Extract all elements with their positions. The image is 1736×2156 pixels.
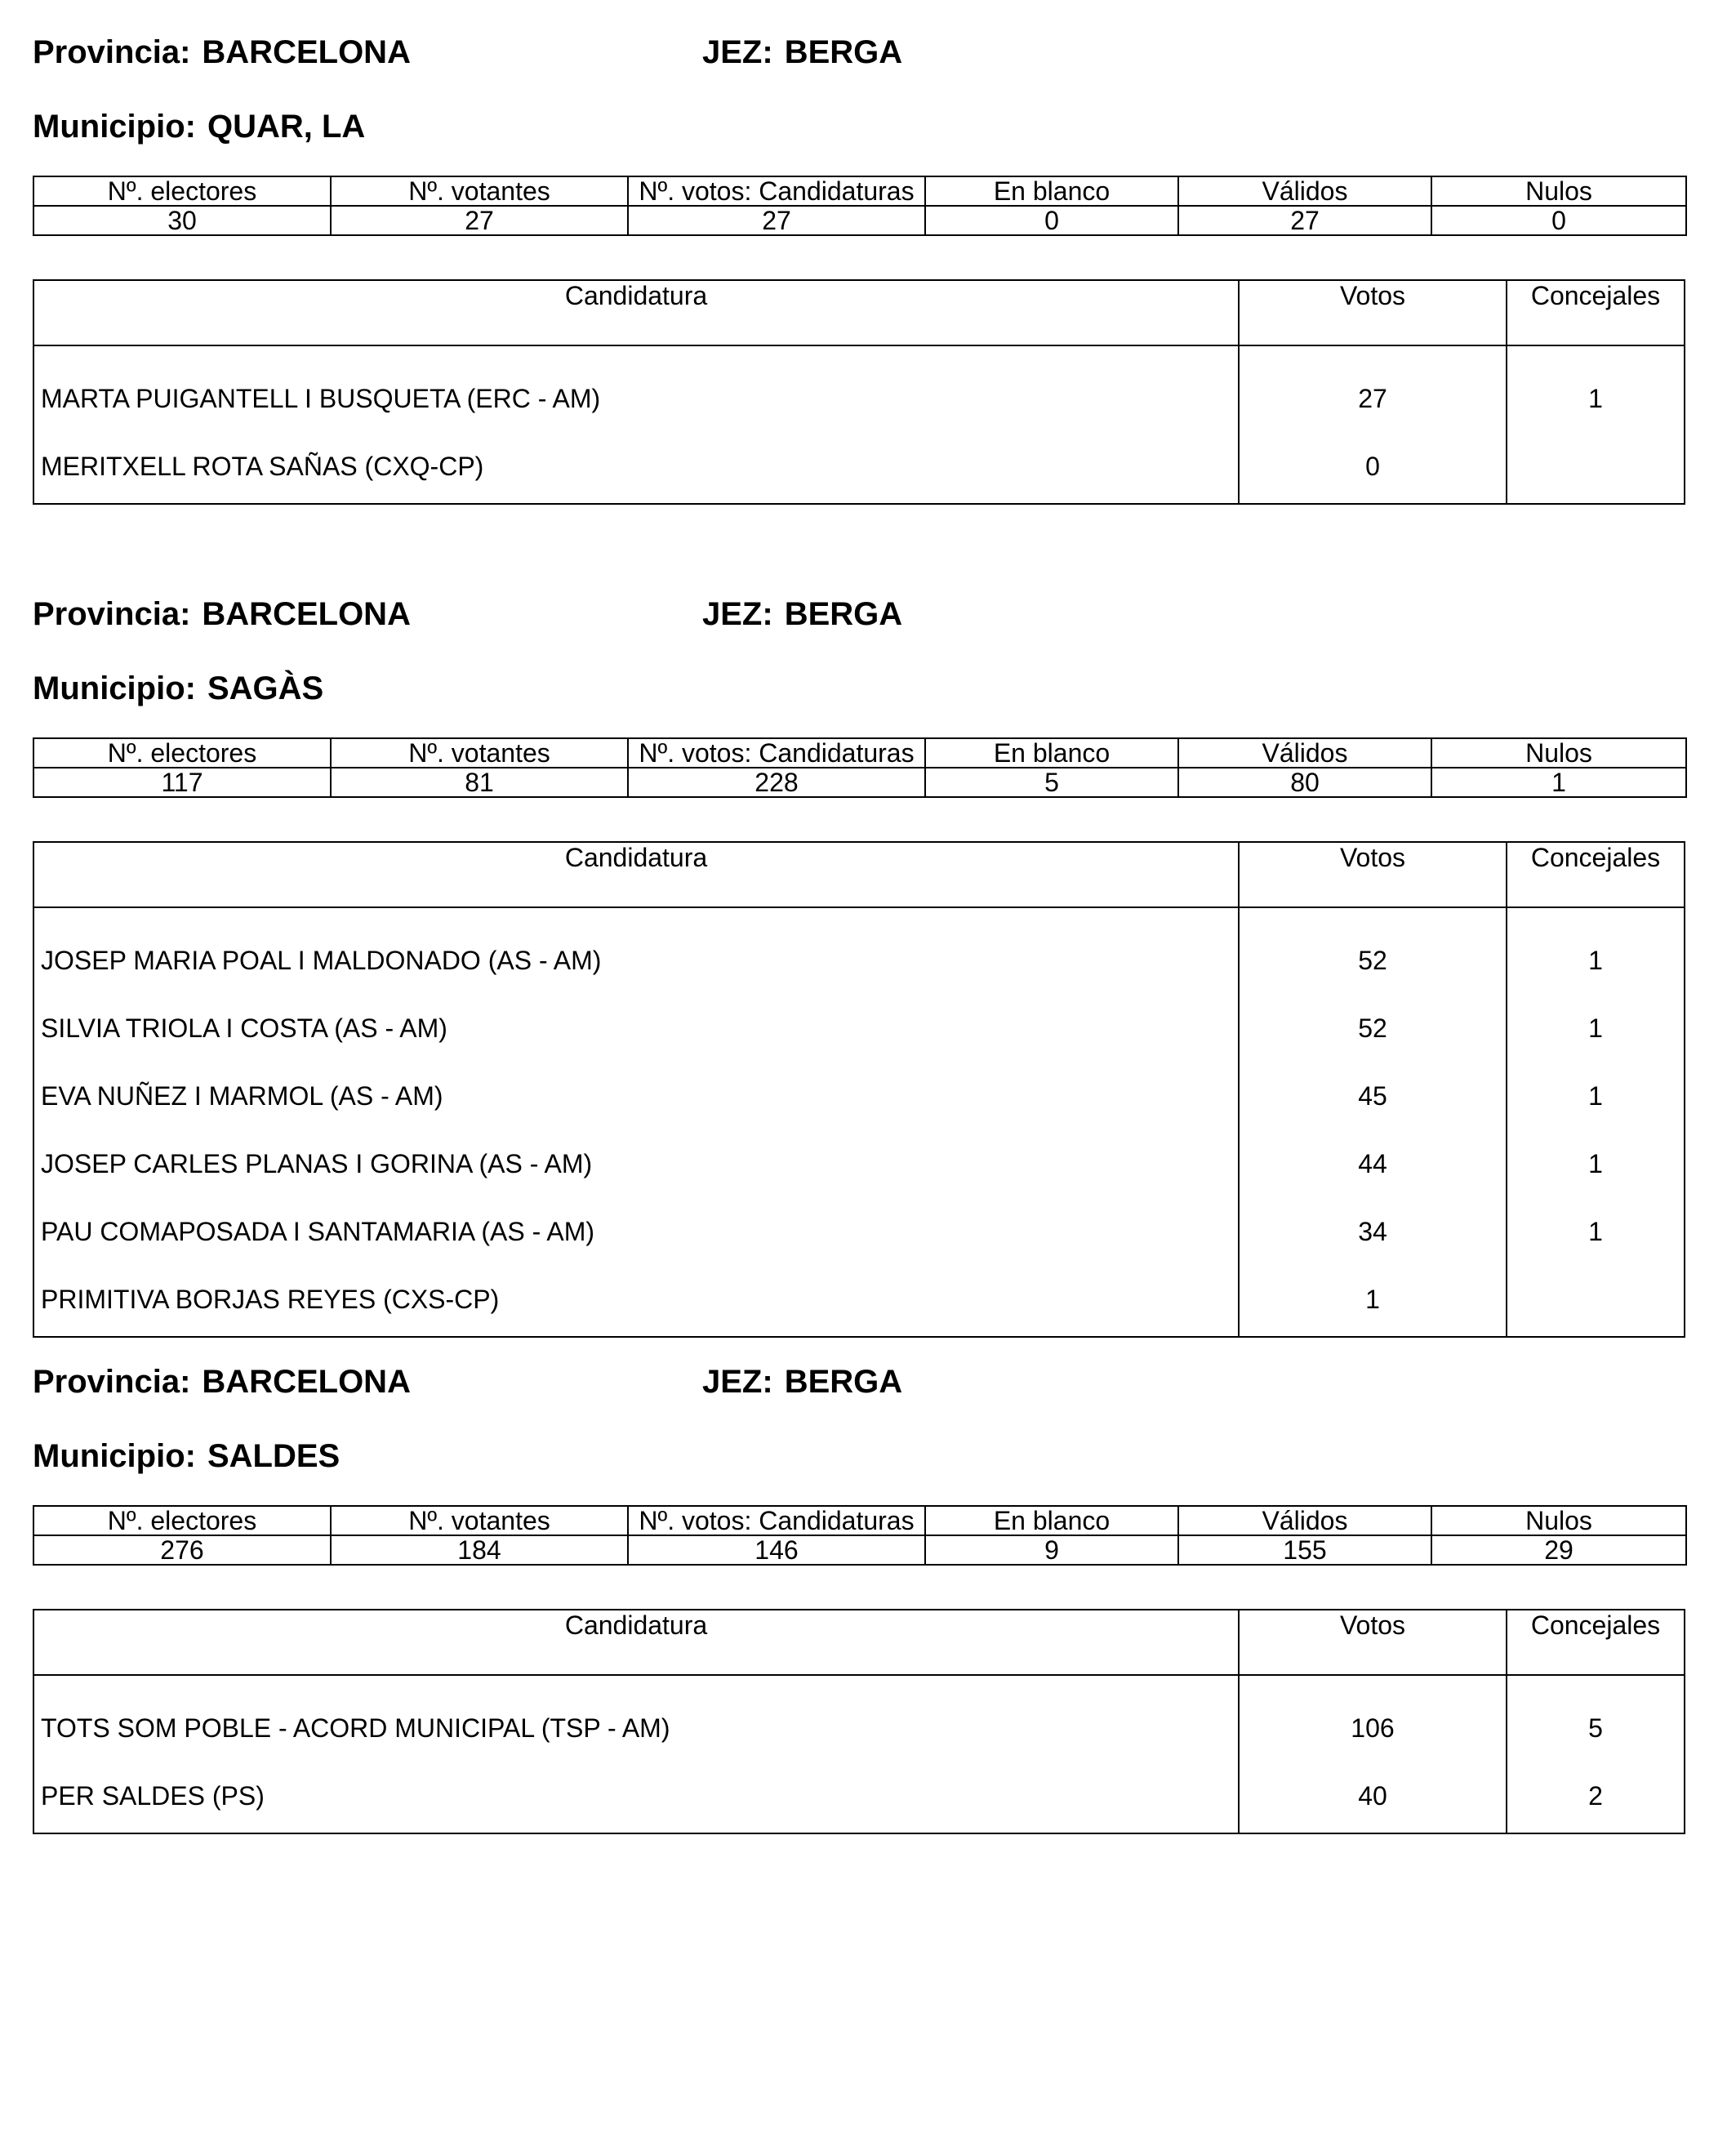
municipio-value: SAGÀS: [207, 670, 324, 706]
summary-value-cell: 155: [1178, 1535, 1431, 1565]
candidate-votos: 1: [1365, 1284, 1380, 1314]
summary-header-cell: Nº. votos: Candidaturas: [628, 176, 925, 206]
summary-value-cell: 0: [925, 206, 1178, 235]
concejales-header: Concejales: [1530, 1610, 1661, 1640]
municipio-label: Municipio:: [33, 1438, 196, 1474]
summary-header-cell: Válidos: [1178, 1506, 1431, 1535]
summary-header-cell: Válidos: [1178, 738, 1431, 768]
candidate-concejales: 1: [1588, 1148, 1603, 1178]
candidates-header-row: [34, 843, 1684, 908]
candidate-name: JOSEP CARLES PLANAS I GORINA (AS - AM): [41, 1148, 593, 1178]
votos-header: Votos: [1240, 843, 1507, 906]
summary-value-cell: 27: [331, 206, 628, 235]
votos-header: Votos: [1240, 281, 1507, 345]
municipio-line: [33, 110, 365, 143]
candidate-name: MARTA PUIGANTELL I BUSQUETA (ERC - AM): [41, 383, 601, 413]
candidate-name: PAU COMAPOSADA I SANTAMARIA (AS - AM): [41, 1216, 595, 1246]
summary-table: [33, 1505, 1687, 1566]
candidatura-header: Candidatura: [34, 281, 1240, 345]
candidate-concejales: 5: [1588, 1713, 1603, 1743]
summary-header-cell: Válidos: [1178, 176, 1431, 206]
provincia-value: BARCELONA: [202, 34, 411, 70]
summary-header-cell: Nulos: [1431, 176, 1686, 206]
summary-value-cell: 146: [628, 1535, 925, 1565]
summary-header-cell: En blanco: [925, 738, 1178, 768]
summary-value-cell: 184: [331, 1535, 628, 1565]
jez-value: BERGA: [784, 596, 903, 632]
jez-label: JEZ:: [702, 34, 773, 70]
summary-table: [33, 737, 1687, 798]
provincia-line: [33, 1365, 411, 1398]
summary-value-cell: 80: [1178, 768, 1431, 797]
candidate-concejales: 1: [1588, 1013, 1603, 1043]
summary-header-row: [33, 738, 1686, 768]
jez-line: [702, 1365, 902, 1398]
candidate-concejales-column: [1507, 1676, 1684, 1833]
candidates-table: [33, 279, 1685, 505]
summary-header-cell: Nº. votantes: [331, 738, 628, 768]
candidate-concejales: 1: [1588, 945, 1603, 975]
summary-value-cell: 1: [1431, 768, 1686, 797]
provincia-line: [33, 598, 411, 630]
summary-header-cell: En blanco: [925, 176, 1178, 206]
municipio-line: [33, 1440, 340, 1472]
summary-value-row: [33, 206, 1686, 235]
summary-value-row: [33, 768, 1686, 797]
summary-header-row: [33, 1506, 1686, 1535]
jez-line: [702, 598, 902, 630]
summary-header-cell: Nº. votos: Candidaturas: [628, 738, 925, 768]
candidates-body: [34, 1676, 1684, 1833]
summary-value-cell: 81: [331, 768, 628, 797]
municipio-label: Municipio:: [33, 109, 196, 145]
candidates-header-row: [34, 1610, 1684, 1676]
provincia-label: Provincia:: [33, 1364, 191, 1400]
candidate-concejales-column: [1507, 346, 1684, 503]
candidates-header-row: [34, 281, 1684, 346]
jez-label: JEZ:: [702, 1364, 773, 1400]
candidate-votos-column: [1240, 908, 1507, 1336]
candidate-concejales: [1507, 1265, 1684, 1333]
jez-label: JEZ:: [702, 596, 773, 632]
candidates-table: [33, 1609, 1685, 1834]
summary-header-cell: En blanco: [925, 1506, 1178, 1535]
candidate-name: MERITXELL ROTA SAÑAS (CXQ-CP): [41, 451, 484, 481]
provincia-line: [33, 36, 411, 69]
concejales-header: Concejales: [1530, 281, 1661, 310]
candidate-concejales: 1: [1588, 383, 1603, 413]
candidate-concejales-column: [1507, 908, 1684, 1336]
summary-header-cell: Nulos: [1431, 1506, 1686, 1535]
municipio-value: SALDES: [207, 1438, 341, 1474]
candidates-body: [34, 908, 1684, 1336]
summary-value-cell: 27: [1178, 206, 1431, 235]
candidate-name-column: [34, 908, 1240, 1336]
candidate-name: SILVIA TRIOLA I COSTA (AS - AM): [41, 1013, 447, 1043]
summary-header-cell: Nulos: [1431, 738, 1686, 768]
candidate-name: PRIMITIVA BORJAS REYES (CXS-CP): [41, 1284, 500, 1314]
candidatura-header: Candidatura: [34, 1610, 1240, 1674]
jez-line: [702, 36, 902, 69]
candidate-name: JOSEP MARIA POAL I MALDONADO (AS - AM): [41, 945, 602, 975]
provincia-label: Provincia:: [33, 596, 191, 632]
summary-header-cell: Nº. electores: [33, 738, 331, 768]
municipio-label: Municipio:: [33, 670, 196, 706]
summary-table: [33, 176, 1687, 236]
summary-value-cell: 27: [628, 206, 925, 235]
summary-header-cell: Nº. votantes: [331, 1506, 628, 1535]
candidate-name: EVA NUÑEZ I MARMOL (AS - AM): [41, 1080, 443, 1111]
summary-value-cell: 117: [33, 768, 331, 797]
municipio-line: [33, 672, 323, 705]
candidate-votos: 40: [1358, 1780, 1387, 1811]
candidate-name: PER SALDES (PS): [41, 1780, 265, 1811]
candidate-votos: 45: [1358, 1080, 1387, 1111]
summary-value-row: [33, 1535, 1686, 1565]
candidate-votos: 106: [1351, 1713, 1395, 1743]
summary-value-cell: 5: [925, 768, 1178, 797]
candidate-votos: 44: [1358, 1148, 1387, 1178]
candidate-concejales: 1: [1588, 1080, 1603, 1111]
concejales-header: Concejales: [1530, 843, 1661, 872]
candidates-table: [33, 841, 1685, 1338]
candidate-votos: 34: [1358, 1216, 1387, 1246]
votos-header: Votos: [1240, 1610, 1507, 1674]
candidate-name-column: [34, 346, 1240, 503]
candidate-concejales: 2: [1588, 1780, 1603, 1811]
candidate-votos-column: [1240, 1676, 1507, 1833]
jez-value: BERGA: [784, 1364, 903, 1400]
candidate-votos: 52: [1358, 1013, 1387, 1043]
provincia-value: BARCELONA: [202, 1364, 411, 1400]
summary-value-cell: 276: [33, 1535, 331, 1565]
candidate-concejales: [1507, 432, 1684, 500]
summary-value-cell: 30: [33, 206, 331, 235]
candidate-votos-column: [1240, 346, 1507, 503]
jez-value: BERGA: [784, 34, 903, 70]
municipio-value: QUAR, LA: [207, 109, 366, 145]
candidate-name: TOTS SOM POBLE - ACORD MUNICIPAL (TSP - AM): [41, 1713, 670, 1743]
candidate-concejales: 1: [1588, 1216, 1603, 1246]
summary-value-cell: 9: [925, 1535, 1178, 1565]
candidate-votos: 52: [1358, 945, 1387, 975]
summary-value-cell: 228: [628, 768, 925, 797]
summary-header-cell: Nº. votos: Candidaturas: [628, 1506, 925, 1535]
provincia-value: BARCELONA: [202, 596, 411, 632]
candidates-body: [34, 346, 1684, 503]
summary-header-cell: Nº. electores: [33, 1506, 331, 1535]
summary-value-cell: 0: [1431, 206, 1686, 235]
candidate-votos: 27: [1358, 383, 1387, 413]
candidate-votos: 0: [1365, 451, 1380, 481]
candidate-name-column: [34, 1676, 1240, 1833]
summary-value-cell: 29: [1431, 1535, 1686, 1565]
provincia-label: Provincia:: [33, 34, 191, 70]
summary-header-cell: Nº. electores: [33, 176, 331, 206]
summary-header-row: [33, 176, 1686, 206]
summary-header-cell: Nº. votantes: [331, 176, 628, 206]
candidatura-header: Candidatura: [34, 843, 1240, 906]
